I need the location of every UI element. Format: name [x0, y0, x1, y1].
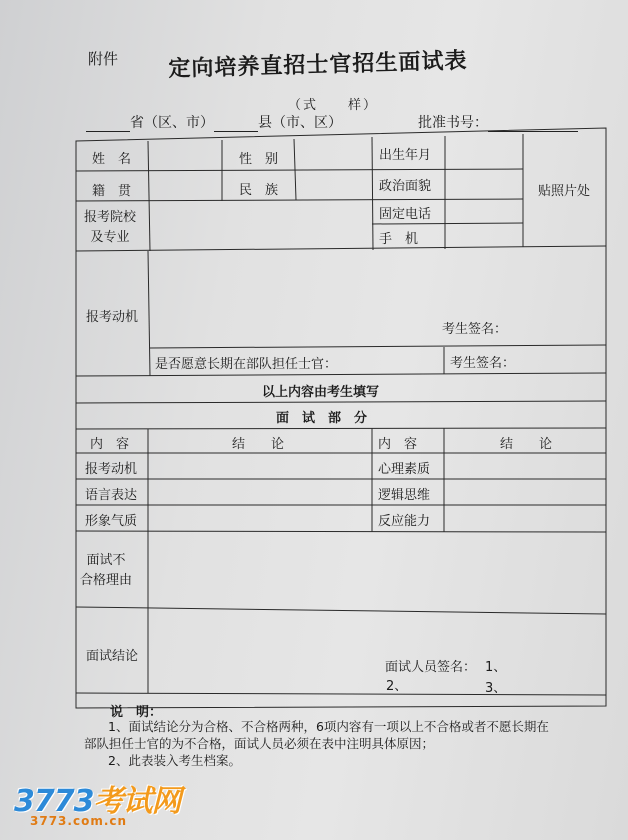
- conclusion-header-left: 结 论: [232, 437, 285, 452]
- item-logic: 逻辑思维: [378, 488, 431, 503]
- political-status-label: 政治面貌: [379, 179, 432, 194]
- item-expression: 语言表达: [85, 488, 138, 503]
- native-place-label: 籍 贯: [92, 184, 132, 199]
- content-header-left: 内 容: [90, 437, 130, 452]
- fail-reason-line1: 面试不: [86, 553, 126, 568]
- interviewer-sign-3: 3、: [485, 681, 507, 696]
- note-line-3: 2、此表装入考生档案。: [108, 753, 241, 768]
- ethnicity-label: 民 族: [239, 183, 279, 198]
- conclusion-header-right: 结 论: [500, 437, 553, 452]
- school-major-line2: 及专业: [90, 230, 130, 245]
- attachment-label: 附件: [88, 50, 119, 68]
- watermark-url: 3773.com.cn: [30, 814, 128, 828]
- form-title: 定向培养直招士官招生面试表: [168, 47, 468, 82]
- filled-by-candidate-note: 以上内容由考生填写: [262, 385, 380, 400]
- interview-section-title: 面 试 部 分: [276, 411, 368, 426]
- content-header-right: 内 容: [378, 437, 418, 452]
- note-line-1: 1、面试结论分为合格、不合格两种，6项内容有一项以上不合格或者不愿长期在: [108, 719, 549, 734]
- item-psychology: 心理素质: [378, 462, 431, 477]
- mobile-label: 手 机: [379, 232, 419, 247]
- interview-conclusion-label: 面试结论: [86, 649, 139, 664]
- item-appearance: 形象气质: [85, 514, 138, 529]
- birth-label: 出生年月: [379, 148, 432, 163]
- landline-label: 固定电话: [379, 207, 432, 222]
- fail-reason-line2: 合格理由: [80, 573, 133, 588]
- school-major-label: [84, 208, 136, 248]
- county-label: 县（市、区）: [258, 115, 342, 131]
- candidate-signature-1: 考生签名：: [442, 322, 508, 337]
- school-major-line1: 报考院校: [84, 210, 137, 225]
- motivation-label: 报考动机: [86, 310, 139, 325]
- form-subtitle: （式 样）: [288, 98, 379, 113]
- province-label: 省（区、市）: [130, 115, 214, 131]
- gender-label: 性 别: [239, 152, 279, 167]
- approval-label: 批准书号：: [418, 115, 488, 131]
- item-motivation: 报考动机: [85, 462, 138, 477]
- interviewer-signature-label: 面试人员签名：: [385, 660, 477, 675]
- photo-placeholder: 贴照片处: [538, 184, 591, 199]
- fail-reason-label: [80, 551, 132, 591]
- watermark-brand-number: 3773: [14, 784, 94, 819]
- note-line-2: 部队担任士官的为不合格，面试人员必须在表中注明具体原因；: [84, 736, 435, 751]
- interviewer-sign-1: 1、: [485, 660, 507, 675]
- item-reaction: 反应能力: [378, 514, 431, 529]
- interviewer-sign-2: 2、: [386, 679, 408, 694]
- notes-title: 说 明：: [110, 705, 163, 720]
- long-term-question: 是否愿意长期在部队担任士官：: [155, 357, 338, 372]
- candidate-signature-2: 考生签名：: [450, 356, 516, 371]
- name-label: 姓 名: [92, 152, 132, 167]
- watermark-brand-name: 考试网: [93, 784, 181, 819]
